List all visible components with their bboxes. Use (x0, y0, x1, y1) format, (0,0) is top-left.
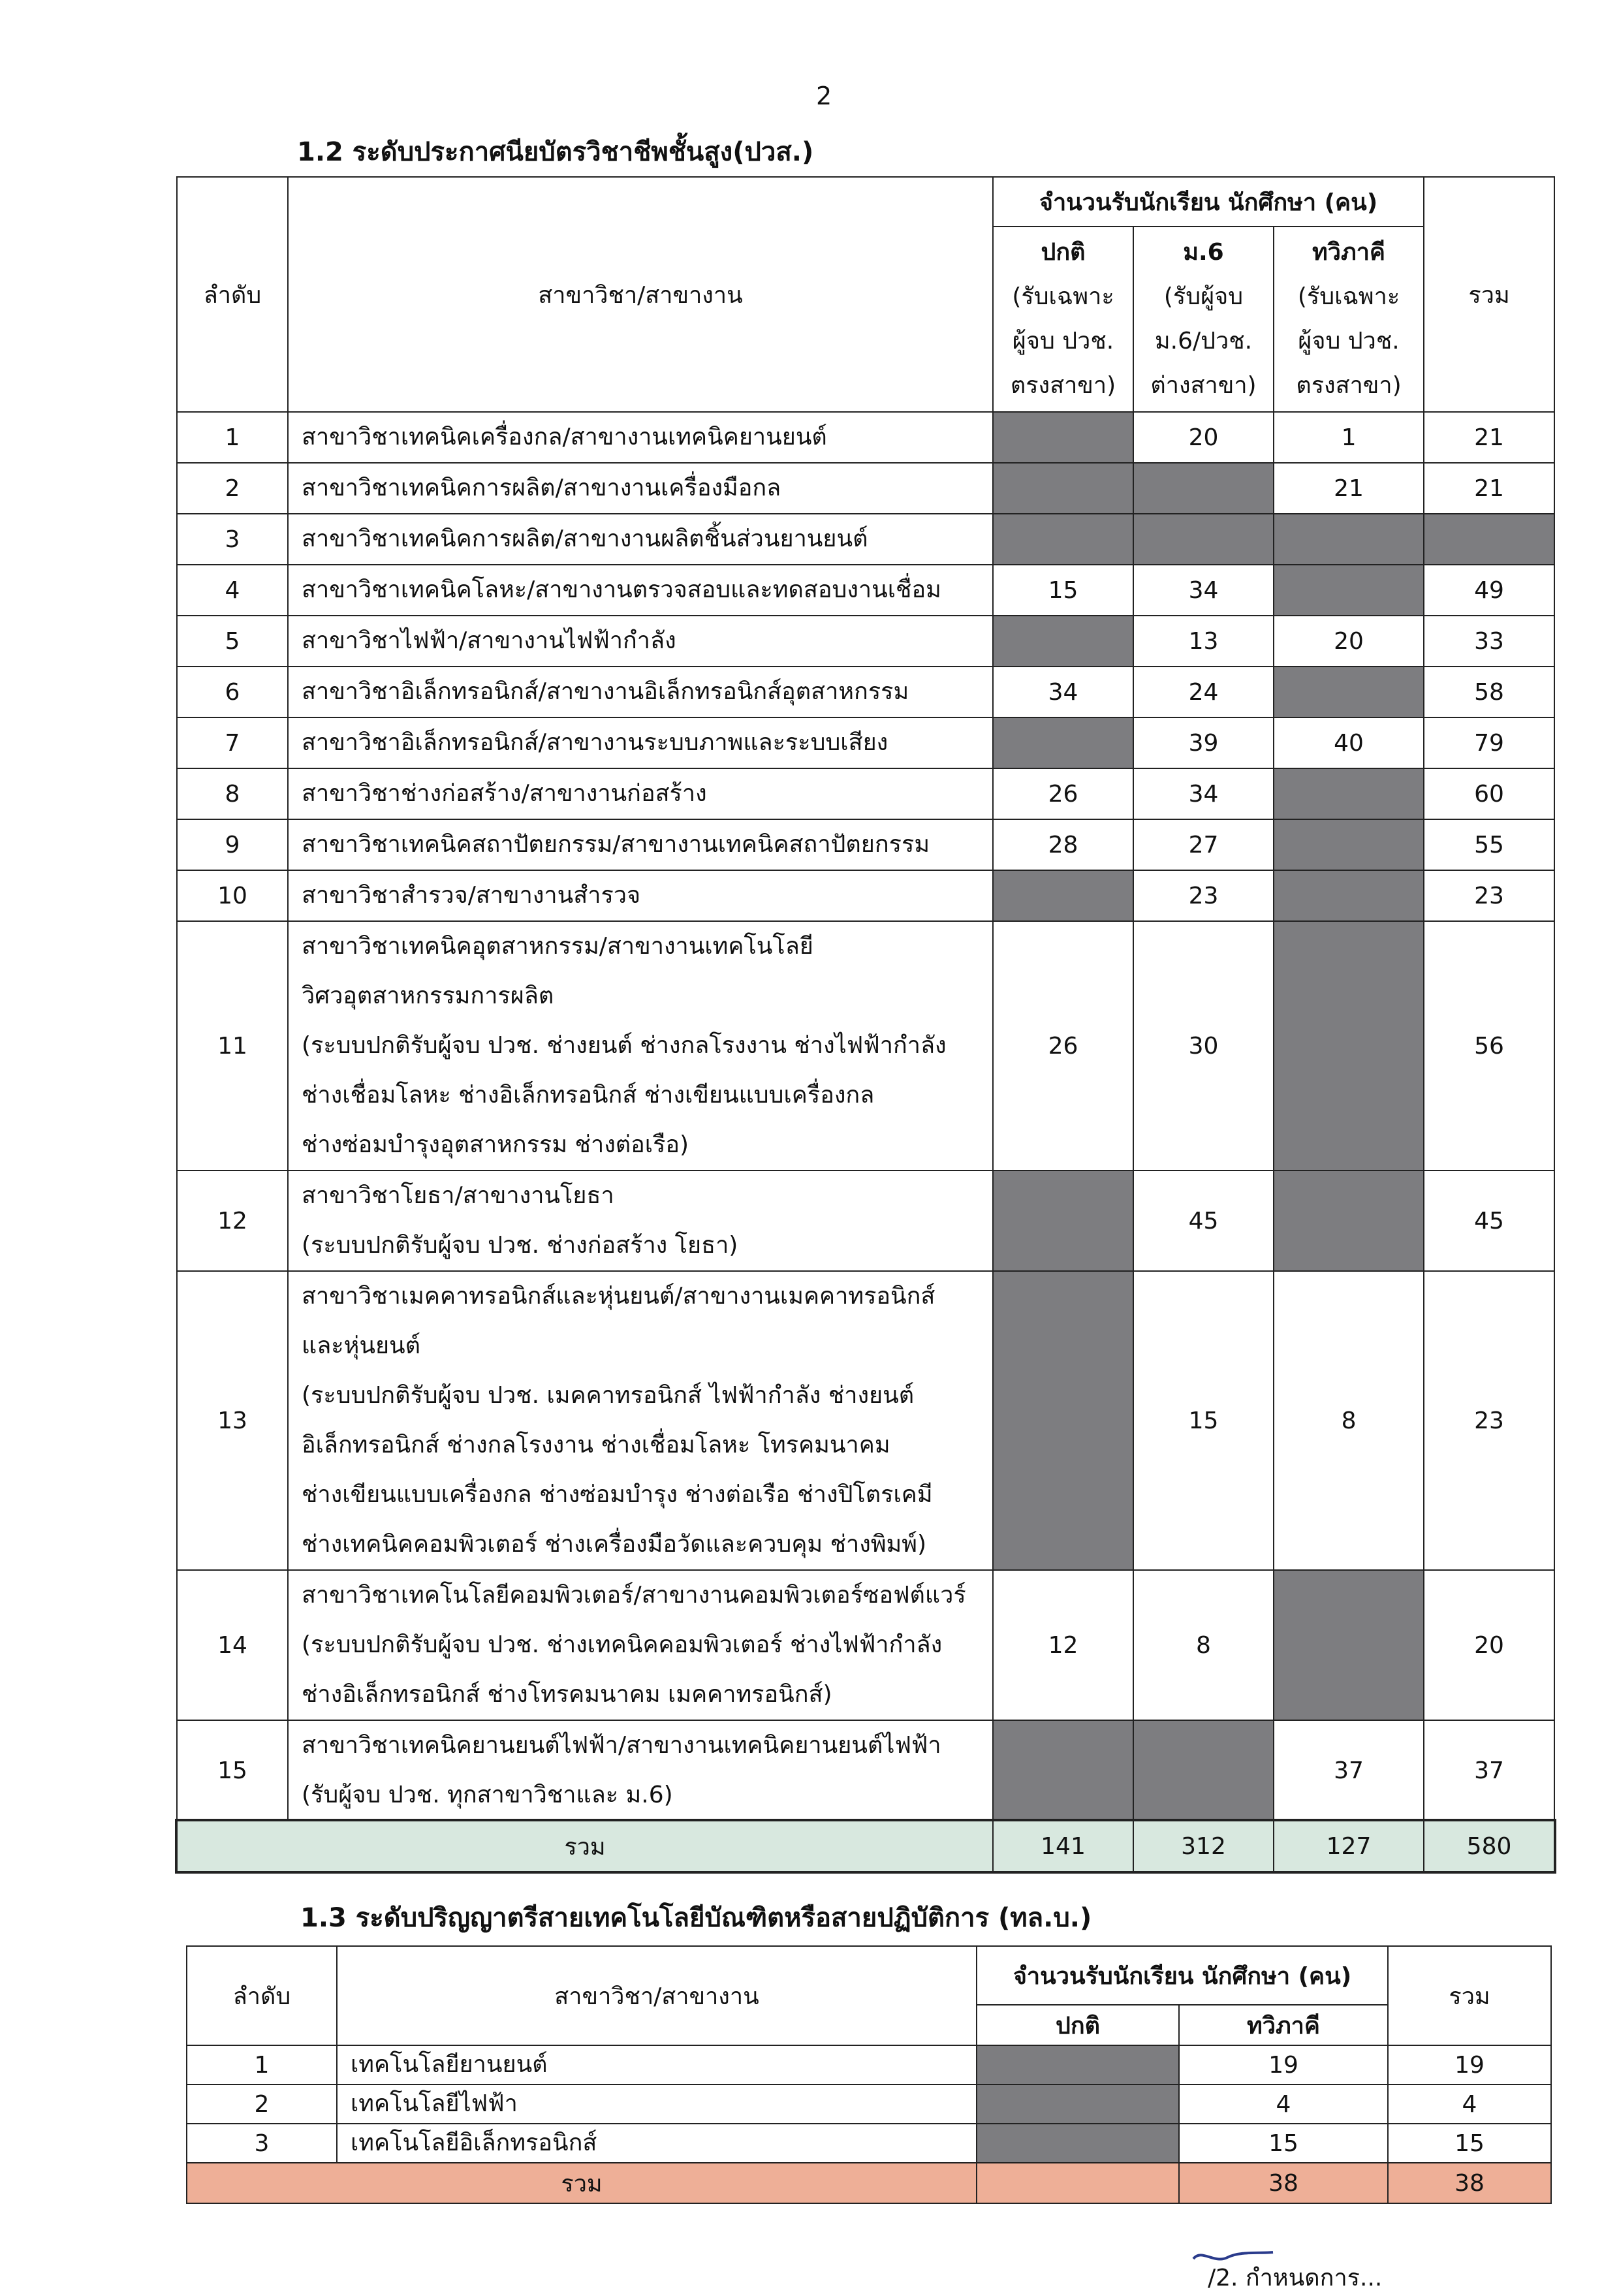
row-program: เทคโนโลยียานยนต์ (337, 2045, 977, 2084)
row-m6: 24 (1133, 667, 1274, 717)
row-m6: 23 (1133, 870, 1274, 921)
program-line: (ระบบปกติรับผู้จบ ปวช. เมคคาทรอนิกส์ ไฟฟ้ากำลัง ช่างยนต์ (302, 1382, 915, 1409)
row-total: 37 (1424, 1720, 1554, 1821)
row-regular: 34 (993, 667, 1133, 717)
row-m6 (1133, 463, 1274, 514)
table-row (177, 1720, 1554, 1821)
row-dual (1274, 667, 1424, 717)
row-program (288, 921, 993, 1171)
program-line: สาขาวิชาเทคนิคเครื่องกล/สาขางานเทคนิคยานยนต์ (302, 424, 827, 450)
row-m6: 8 (1133, 1570, 1274, 1720)
row-regular (993, 1720, 1133, 1821)
program-line: สาขาวิชาอิเล็กทรอนิกส์/สาขางานระบบภาพและระบบเสียง (302, 729, 888, 756)
header-seq: ลำดับ (187, 1946, 337, 2045)
row-dual (1274, 768, 1424, 819)
row-program (288, 667, 993, 717)
row-program (288, 870, 993, 921)
sum-label: รวม (187, 2163, 977, 2203)
row-regular (977, 2084, 1179, 2124)
row-regular: 26 (993, 921, 1133, 1171)
program-line: (ระบบปกติรับผู้จบ ปวช. ช่างเทคนิคคอมพิวเตอร์ ช่างไฟฟ้ากำลัง (302, 1631, 943, 1658)
row-regular (993, 412, 1133, 463)
row-m6: 45 (1133, 1171, 1274, 1271)
row-seq: 3 (177, 514, 288, 565)
row-regular (993, 1171, 1133, 1271)
row-regular (977, 2124, 1179, 2163)
row-seq: 2 (177, 463, 288, 514)
table-row (177, 1271, 1554, 1570)
row-seq: 13 (177, 1271, 288, 1570)
header-total: รวม (1388, 1946, 1551, 2045)
table-row (177, 921, 1554, 1171)
row-total: 21 (1424, 412, 1554, 463)
row-regular: 15 (993, 565, 1133, 616)
table-row (187, 2084, 1551, 2124)
row-regular (993, 1271, 1133, 1570)
program-line: สาขาวิชาสำรวจ/สาขางานสำรวจ (302, 882, 641, 909)
row-total: 19 (1388, 2045, 1551, 2084)
row-program (288, 768, 993, 819)
program-line: สาขาวิชาอิเล็กทรอนิกส์/สาขางานอิเล็กทรอนิกส์อุตสาหกรรม (302, 678, 909, 705)
row-total: 79 (1424, 717, 1554, 768)
row-program (288, 1171, 993, 1271)
program-line: สาขาวิชาเมคคาทรอนิกส์และหุ่นยนต์/สาขางานเมคคาทรอนิกส์ (302, 1283, 935, 1310)
row-total: 33 (1424, 616, 1554, 667)
row-seq: 2 (187, 2084, 337, 2124)
header-program: สาขาวิชา/สาขางาน (288, 177, 993, 412)
sum-total: 38 (1388, 2163, 1551, 2203)
header-dual: ทวิภาคี (รับเฉพาะ ผู้จบ ปวช. ตรงสาขา) (1274, 227, 1424, 412)
row-regular (993, 514, 1133, 565)
row-dual: 19 (1179, 2045, 1388, 2084)
row-seq: 14 (177, 1570, 288, 1720)
row-dual: 21 (1274, 463, 1424, 514)
row-program (288, 565, 993, 616)
table-row (177, 514, 1554, 565)
row-dual: 15 (1179, 2124, 1388, 2163)
program-line: สาขาวิชาโยธา/สาขางานโยธา (302, 1182, 614, 1209)
row-total: 56 (1424, 921, 1554, 1171)
program-line: ช่างเชื่อมโลหะ ช่างอิเล็กทรอนิกส์ ช่างเขียนแบบเครื่องกล (302, 1082, 875, 1109)
program-line: ช่างอิเล็กทรอนิกส์ ช่างโทรคมนาคม เมคคาทรอนิกส์) (302, 1681, 832, 1708)
row-dual: 1 (1274, 412, 1424, 463)
row-program (288, 412, 993, 463)
row-regular (993, 616, 1133, 667)
row-regular: 28 (993, 819, 1133, 870)
header-seq: ลำดับ (177, 177, 288, 412)
row-seq: 15 (177, 1720, 288, 1821)
row-m6: 20 (1133, 412, 1274, 463)
section-heading-1-3: 1.3 ระดับปริญญาตรีสายเทคโนโลยีบัณฑิตหรือสายปฏิบัติการ (ทล.บ.) (300, 1903, 1092, 1933)
row-m6: 34 (1133, 565, 1274, 616)
table-row (177, 717, 1554, 768)
row-seq: 8 (177, 768, 288, 819)
program-line: (ระบบปกติรับผู้จบ ปวช. ช่างก่อสร้าง โยธา) (302, 1232, 738, 1259)
header-group: จำนวนรับนักเรียน นักศึกษา (คน) (977, 1946, 1388, 2005)
row-dual: 37 (1274, 1720, 1424, 1821)
row-seq: 9 (177, 819, 288, 870)
program-line: สาขาวิชาเทคนิคโลหะ/สาขางานตรวจสอบและทดสอบงานเชื่อม (302, 576, 941, 603)
row-dual: 40 (1274, 717, 1424, 768)
row-seq: 6 (177, 667, 288, 717)
row-m6 (1133, 1720, 1274, 1821)
program-line: อิเล็กทรอนิกส์ ช่างกลโรงงาน ช่างเชื่อมโลหะ โทรคมนาคม (302, 1432, 890, 1458)
row-seq: 1 (177, 412, 288, 463)
row-dual: 8 (1274, 1271, 1424, 1570)
row-regular (977, 2045, 1179, 2084)
row-m6 (1133, 514, 1274, 565)
row-dual (1274, 819, 1424, 870)
program-line: สาขาวิชาช่างก่อสร้าง/สาขางานก่อสร้าง (302, 780, 707, 807)
program-line: วิศวอุตสาหกรรมการผลิต (302, 983, 554, 1009)
row-dual (1274, 514, 1424, 565)
program-line: ช่างเขียนแบบเครื่องกล ช่างซ่อมบำรุง ช่างต่อเรือ ช่างปิโตรเคมี (302, 1481, 933, 1508)
row-total: 15 (1388, 2124, 1551, 2163)
row-dual: 20 (1274, 616, 1424, 667)
header-regular: ปกติ (รับเฉพาะ ผู้จบ ปวช. ตรงสาขา) (993, 227, 1133, 412)
row-total: 23 (1424, 870, 1554, 921)
program-line: สาขาวิชาเทคนิคอุตสาหกรรม/สาขางานเทคโนโลยี (302, 933, 813, 960)
sum-dual: 127 (1274, 1821, 1424, 1872)
header-group: จำนวนรับนักเรียน นักศึกษา (คน) (993, 177, 1424, 227)
row-regular: 26 (993, 768, 1133, 819)
table-row (177, 565, 1554, 616)
sum-dual: 38 (1179, 2163, 1388, 2203)
row-seq: 3 (187, 2124, 337, 2163)
sum-m6: 312 (1133, 1821, 1274, 1872)
program-line: สาขาวิชาเทคนิคการผลิต/สาขางานผลิตชิ้นส่วนยานยนต์ (302, 526, 868, 552)
row-seq: 4 (177, 565, 288, 616)
row-total: 21 (1424, 463, 1554, 514)
table-row (177, 819, 1554, 870)
row-dual (1274, 1570, 1424, 1720)
program-line: สาขาวิชาเทคนิคสถาปัตยกรรม/สาขางานเทคนิคสถาปัตยกรรม (302, 831, 930, 858)
bachelor-technology-table (186, 1945, 1552, 2204)
program-line: (รับผู้จบ ปวช. ทุกสาขาวิชาและ ม.6) (302, 1782, 673, 1808)
row-m6: 27 (1133, 819, 1274, 870)
row-total: 20 (1424, 1570, 1554, 1720)
table-row (177, 463, 1554, 514)
row-dual (1274, 1171, 1424, 1271)
row-seq: 5 (177, 616, 288, 667)
table-row (177, 1171, 1554, 1271)
program-line: สาขาวิชาเทคนิคยานยนต์ไฟฟ้า/สาขางานเทคนิคยานยนต์ไฟฟ้า (302, 1732, 941, 1759)
header-regular: ปกติ (977, 2005, 1179, 2045)
row-program: เทคโนโลยีไฟฟ้า (337, 2084, 977, 2124)
row-m6: 39 (1133, 717, 1274, 768)
row-total: 45 (1424, 1171, 1554, 1271)
row-regular (993, 463, 1133, 514)
row-dual (1274, 870, 1424, 921)
row-seq: 11 (177, 921, 288, 1171)
header-program: สาขาวิชา/สาขางาน (337, 1946, 977, 2045)
table-row (177, 1570, 1554, 1720)
row-seq: 10 (177, 870, 288, 921)
table-row (177, 616, 1554, 667)
row-program (288, 819, 993, 870)
row-total: 58 (1424, 667, 1554, 717)
row-program (288, 717, 993, 768)
row-m6: 15 (1133, 1271, 1274, 1570)
section-heading-1-2: 1.2 ระดับประกาศนียบัตรวิชาชีพชั้นสูง(ปวส.) (297, 137, 814, 167)
table-row (177, 667, 1554, 717)
row-seq: 1 (187, 2045, 337, 2084)
table-row (187, 2124, 1551, 2163)
row-seq: 7 (177, 717, 288, 768)
row-dual: 4 (1179, 2084, 1388, 2124)
sum-row (187, 2163, 1551, 2203)
row-program (288, 616, 993, 667)
continuation-note: /2. กำหนดการ... (1208, 2265, 1383, 2291)
row-total: 4 (1388, 2084, 1551, 2124)
row-program (288, 1271, 993, 1570)
sum-regular (977, 2163, 1179, 2203)
table-row (177, 412, 1554, 463)
row-program: เทคโนโลยีอิเล็กทรอนิกส์ (337, 2124, 977, 2163)
row-regular: 12 (993, 1570, 1133, 1720)
row-total: 23 (1424, 1271, 1554, 1570)
sum-row (177, 1821, 1554, 1872)
row-total: 55 (1424, 819, 1554, 870)
program-line: ช่างซ่อมบำรุงอุตสาหกรรม ช่างต่อเรือ) (302, 1131, 689, 1158)
program-line: สาขาวิชาเทคนิคการผลิต/สาขางานเครื่องมือกล (302, 475, 781, 501)
program-line: (ระบบปกติรับผู้จบ ปวช. ช่างยนต์ ช่างกลโรงงาน ช่างไฟฟ้ากำลัง (302, 1032, 947, 1059)
row-dual (1274, 921, 1424, 1171)
table-row (187, 2045, 1551, 2084)
program-line: สาขาวิชาเทคโนโลยีคอมพิวเตอร์/สาขางานคอมพิวเตอร์ซอฟต์แวร์ (302, 1582, 966, 1609)
sum-regular: 141 (993, 1821, 1133, 1872)
row-total: 60 (1424, 768, 1554, 819)
program-line: ช่างเทคนิคคอมพิวเตอร์ ช่างเครื่องมือวัดและควบคุม ช่างพิมพ์) (302, 1531, 927, 1558)
row-total: 49 (1424, 565, 1554, 616)
row-m6: 30 (1133, 921, 1274, 1171)
table-row (177, 870, 1554, 921)
row-total (1424, 514, 1554, 565)
sum-total: 580 (1424, 1821, 1554, 1872)
row-program (288, 1570, 993, 1720)
row-program (288, 463, 993, 514)
table-row (177, 768, 1554, 819)
header-m6: ม.6 (รับผู้จบ ม.6/ปวช. ต่างสาขา) (1133, 227, 1274, 412)
header-dual: ทวิภาคี (1179, 2005, 1388, 2045)
row-regular (993, 870, 1133, 921)
program-line: สาขาวิชาไฟฟ้า/สาขางานไฟฟ้ากำลัง (302, 627, 676, 654)
row-m6: 13 (1133, 616, 1274, 667)
row-regular (993, 717, 1133, 768)
program-line: และหุ่นยนต์ (302, 1332, 421, 1359)
sum-label: รวม (177, 1821, 993, 1872)
page-number: 2 (816, 82, 832, 110)
vocational-diploma-table (176, 176, 1555, 1872)
row-seq: 12 (177, 1171, 288, 1271)
row-dual (1274, 565, 1424, 616)
row-m6: 34 (1133, 768, 1274, 819)
row-program (288, 1720, 993, 1821)
row-program (288, 514, 993, 565)
header-total: รวม (1424, 177, 1554, 412)
